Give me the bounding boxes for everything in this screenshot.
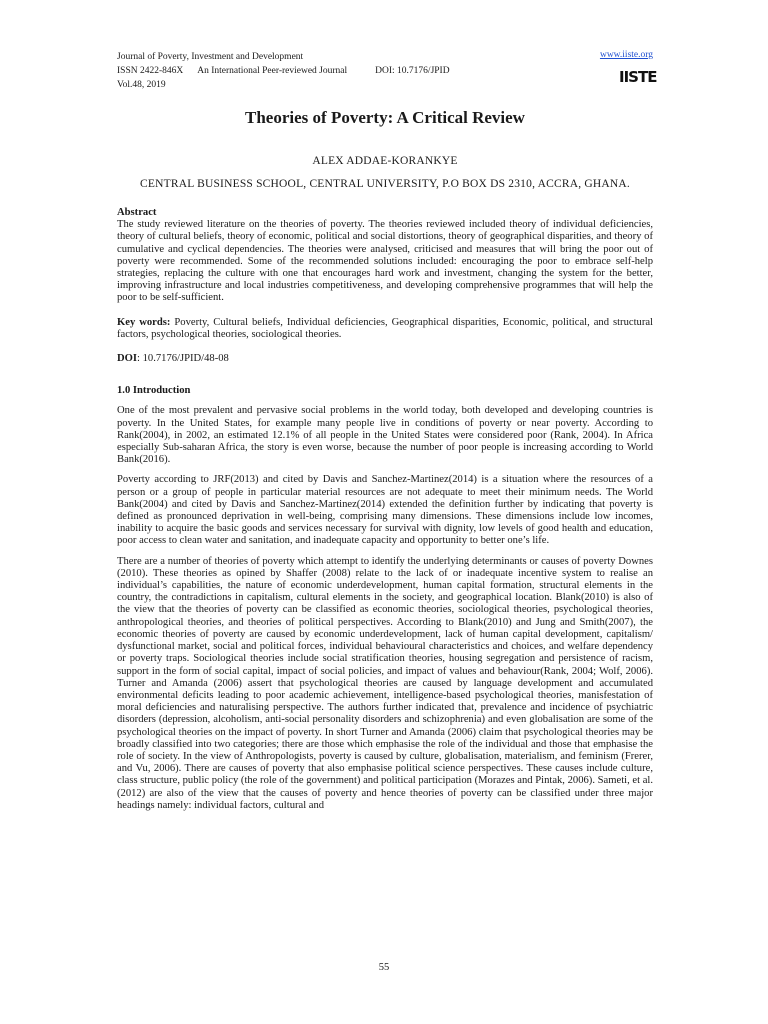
journal-doi: DOI: 10.7176/JPID — [375, 66, 450, 76]
abstract-text: The study reviewed literature on the theories of poverty. The theories reviewed included theory of individual deficiencies, theory of cultural beliefs, theory of economic, political and social distortions, theory of geographical disparities, and theory of cumulative and cyclical dependencies. The theories were analysed, criticised and measures that will bring the poor out of poverty were recommended. Some of the recommended solutions included: encouraging the poor to embrace self-help strategies, replacing the culture with one that encourages hard work and investment, changing the system for the better, improving infrastructure and local industries competitiveness, and developing comprehensive programmes that will help the poor to be self-sufficient. — [117, 219, 653, 304]
section-heading-introduction: 1.0 Introduction — [117, 385, 191, 397]
journal-volume: Vol.48, 2019 — [117, 80, 166, 90]
paper-title: Theories of Poverty: A Critical Review — [245, 108, 525, 127]
author-name: ALEX ADDAE-KORANKYE — [312, 155, 458, 167]
keywords-text: Poverty, Cultural beliefs, Individual deficiencies, Geographical disparities, Economic, political, and structural factors, psychological theories, sociological theories. — [117, 316, 653, 340]
abstract-heading: Abstract — [117, 207, 157, 218]
keywords — [117, 317, 653, 341]
journal-header — [117, 50, 657, 92]
journal-name: Journal of Poverty, Investment and Development — [117, 52, 304, 62]
doi-line — [117, 353, 653, 365]
doi-label: DOI — [117, 353, 138, 365]
author-affiliation: CENTRAL BUSINESS SCHOOL, CENTRAL UNIVERSITY, P.O BOX DS 2310, ACCRA, GHANA. — [140, 178, 630, 190]
issn: ISSN 2422-846X — [117, 66, 184, 76]
iiste-logo-mark: IISTE — [619, 68, 657, 86]
journal-website-link[interactable]: www.iiste.org — [599, 50, 653, 60]
paper-body — [117, 207, 653, 820]
intro-paragraph-3: There are a number of theories of poverty which attempt to identify the underlying determinants or causes of poverty Downes (2010). These theories as opined by Shaffer (2008) relate to the lack of or inadequate incentive system to realise an individual’s capabilities, the nature of economic underdevelopment, human capital formation, structural elements in the country, the contradictions in capitalism, cultural elements in the society, and geographical location. Blank(2010) is also of the view that the theories of poverty can be classified as economic theories, sociological theories, psychological theories, anthropological theories, and theories of political perspectives. According to Blank(2010) and Jung and Smith(2007), the economic theories of poverty are caused by economic underdevelopment, lack of human capital development, capitalism/ dysfunctional market, social and political forces, individual behavioural characteristics and choices, and welfare dependency or poverty traps. Sociological theories include social stratification theories, housing segregation and persistence of racism, support in the form of social capital, impact of social policies, and impact of values and behaviour(Rank, 2004; Wolf, 2006). Turner and Amanda (2006) assert that psychological theories are caused by language development and accumulated environmental deficits leading to poor academic achievement, intelligence-based psychological theories, manisfestation of moral deficiencies and naturalising perspective. The authors further indicated that, prevalence and incidence of psychiatric disorders (depression, alcoholism, anti-social personality disorders and schizophrenia) and even globalisation are some of the psychological theories on the impact of poverty. In short Turner and Amanda (2006) claim that psychological theories may be broadly classified into two categories; there are those which emphasise the role of the individual and those that emphasise the role of society. In the view of Anthropologists, poverty is caused by culture, globalisation, materialism, and feminism (Frerer, and Vu, 2006). There are causes of poverty that also emphasise political science perspectives. These causes include culture, class structure, public policy (the role of the government) and political participation (Morazes and Pintak, 2006). Sameti, et al. (2012) are also of the view that the causes of poverty and hence theories of poverty can be classified under three major headings namely: individual factors, cultural and — [117, 555, 653, 811]
journal-type: An International Peer-reviewed Journal — [197, 66, 348, 76]
page-number: 55 — [378, 962, 390, 973]
iiste-logo — [619, 65, 657, 89]
intro-paragraph-1: One of the most prevalent and pervasive social problems in the world today, both developed and developing countries is poverty. In the United States, for example many people live in conditions of poverty or near poverty. According to Rank(2004), in 2002, an estimated 12.1% of all people in the United States were considered poor (Rank, 2004). In Africa especially Sub-saharan Africa, the story is even worse, because the number of poor people is increasing according to World Bank(2016). — [117, 405, 653, 466]
keywords-label: Key words: — [117, 316, 171, 328]
doi-value: : 10.7176/JPID/48-08 — [137, 353, 229, 365]
journal-issn-row — [117, 64, 653, 78]
intro-paragraph-2: Poverty according to JRF(2013) and cited by Davis and Sanchez-Martinez(2014) is a situation where the resources of a person or a group of people in particular material resources are not adequate to meet their minimum needs. The World Bank(2004) and cited by Davis and Sanchez-Martinez(2014) extended the definition further by indicating that poverty is defined as pronounced deprivation in well-being, comprising many dimensions. These dimensions include low incomes, inability to acquire the basic goods and services necessary for survival with dignity, low levels of good health and education, poor access to clean water and sanitation, and inadequate capacity and opportunity to better one’s life. — [117, 474, 653, 547]
